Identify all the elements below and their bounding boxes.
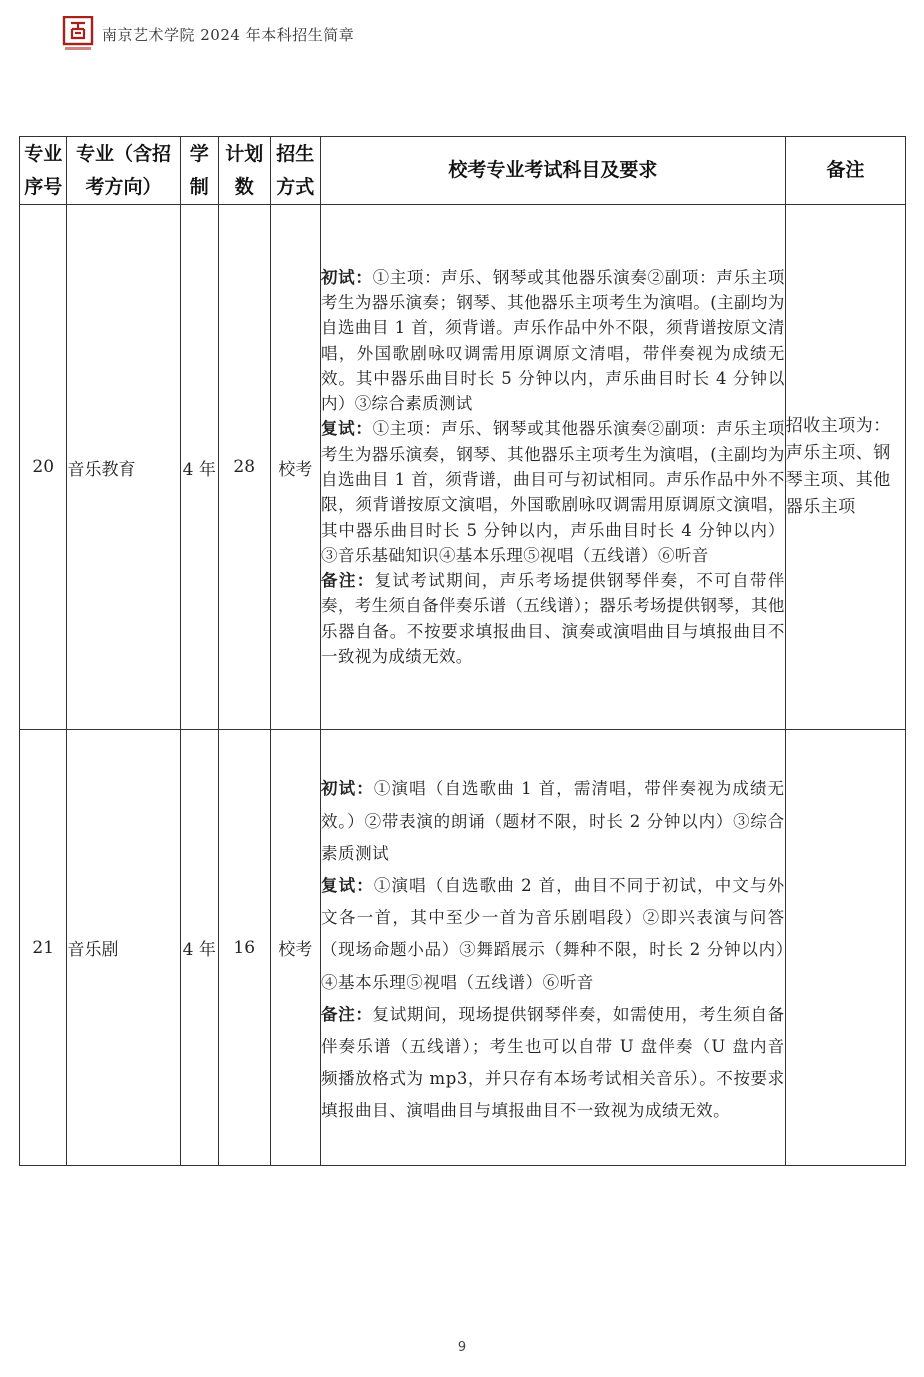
header-years: 学制 [180, 137, 218, 205]
header-notes: 备注 [785, 137, 905, 205]
major-cell: 音乐教育 [67, 205, 180, 730]
method-cell: 校考 [270, 205, 321, 730]
page-number: 9 [457, 1340, 467, 1355]
prelim-text: ①主项：声乐、钢琴或其他器乐演奏②副项：声乐主项考生为器乐演奏；钢琴、其他器乐主项考生为演唱。(主副均为自选曲目 1 首，须背谱。声乐作品中外不限，须背谱按原文清唱，外国歌剧咏叹调需用原调原文清唱，带伴奏视为成绩无效。其中器乐曲目时长 5 分钟以内，声乐曲目时长 4 分钟以内）③综合素质测试 [321, 267, 785, 414]
table-header-row [20, 137, 906, 205]
prelim-label: 初试： [321, 267, 373, 287]
second-section [321, 870, 785, 999]
remark-text: 复试期间，现场提供钢琴伴奏，如需使用，考生须自备伴奏乐谱（五线谱）；考生也可以自带 U 盘伴奏（U 盘内音频播放格式为 mp3，并只存有本场考试相关音乐）。不按要求填报曲目、演唱曲目与填报曲目不一致视为成绩无效。 [321, 1004, 785, 1121]
plan-cell: 28 [218, 205, 270, 730]
prelim-section [321, 265, 785, 417]
table-row [20, 205, 906, 730]
prelim-text: ①演唱（自选歌曲 1 首，需清唱，带伴奏视为成绩无效。）②带表演的朗诵（题材不限，时长 2 分钟以内）③综合素质测试 [321, 779, 785, 863]
seq-cell: 20 [20, 205, 67, 730]
major-cell: 音乐剧 [67, 730, 180, 1166]
header-seq: 专业序号 [20, 137, 67, 205]
header-major: 专业（含招考方向） [67, 137, 180, 205]
seq-cell: 21 [20, 730, 67, 1166]
table-row [20, 730, 906, 1166]
second-text: ①演唱（自选歌曲 2 首，曲目不同于初试，中文与外文各一首，其中至少一首为音乐剧唱段）②即兴表演与问答（现场命题小品）③舞蹈展示（舞种不限，时长 2 分钟以内）④基本乐理⑤视唱（五线谱）⑥听音 [321, 875, 785, 992]
remark-label: 备注： [321, 571, 375, 591]
remark-label: 备注： [321, 1004, 373, 1024]
method-cell: 校考 [270, 730, 321, 1166]
school-logo-icon [62, 16, 94, 52]
second-label: 复试： [321, 419, 373, 439]
requirements-cell [321, 730, 786, 1166]
page-header [62, 14, 354, 54]
remark-section [321, 999, 785, 1128]
admissions-table [19, 136, 906, 1166]
document-header-title: 南京艺术学院 2024 年本科招生简章 [102, 25, 355, 44]
requirements-cell [321, 205, 786, 730]
prelim-section [321, 773, 785, 870]
second-label: 复试： [321, 875, 374, 895]
header-requirements: 校考专业考试科目及要求 [321, 137, 786, 205]
years-cell: 4 年 [180, 205, 218, 730]
remark-section [321, 568, 785, 669]
plan-cell: 16 [218, 730, 270, 1166]
remark-text: 复试考试期间，声乐考场提供钢琴伴奏，不可自带伴奏，考生须自备伴奏乐谱（五线谱）；器乐考场提供钢琴，其他乐器自备。不按要求填报曲目、演奏或演唱曲目与填报曲目不一致视为成绩无效。 [321, 571, 785, 667]
years-cell: 4 年 [180, 730, 218, 1166]
header-method: 招生方式 [270, 137, 321, 205]
prelim-label: 初试： [321, 779, 374, 799]
note-cell: 招收主项为：声乐主项、钢琴主项、其他器乐主项 [785, 205, 905, 730]
header-plan: 计划数 [218, 137, 270, 205]
second-section [321, 416, 785, 568]
second-text: ①主项：声乐、钢琴或其他器乐演奏②副项：声乐主项考生为器乐演奏，钢琴、其他器乐主项考生为演唱，(主副均为自选曲目 1 首，须背谱，曲目可与初试相同。声乐作品中外不限，须背谱按原文演唱，外国歌剧咏叹调需用原调原文演唱，其中器乐曲目时长 5 分钟以内，声乐曲目时长 4 分钟以内）③音乐基础知识④基本乐理⑤视唱（五线谱）⑥听音 [321, 419, 785, 565]
note-cell [785, 730, 905, 1166]
